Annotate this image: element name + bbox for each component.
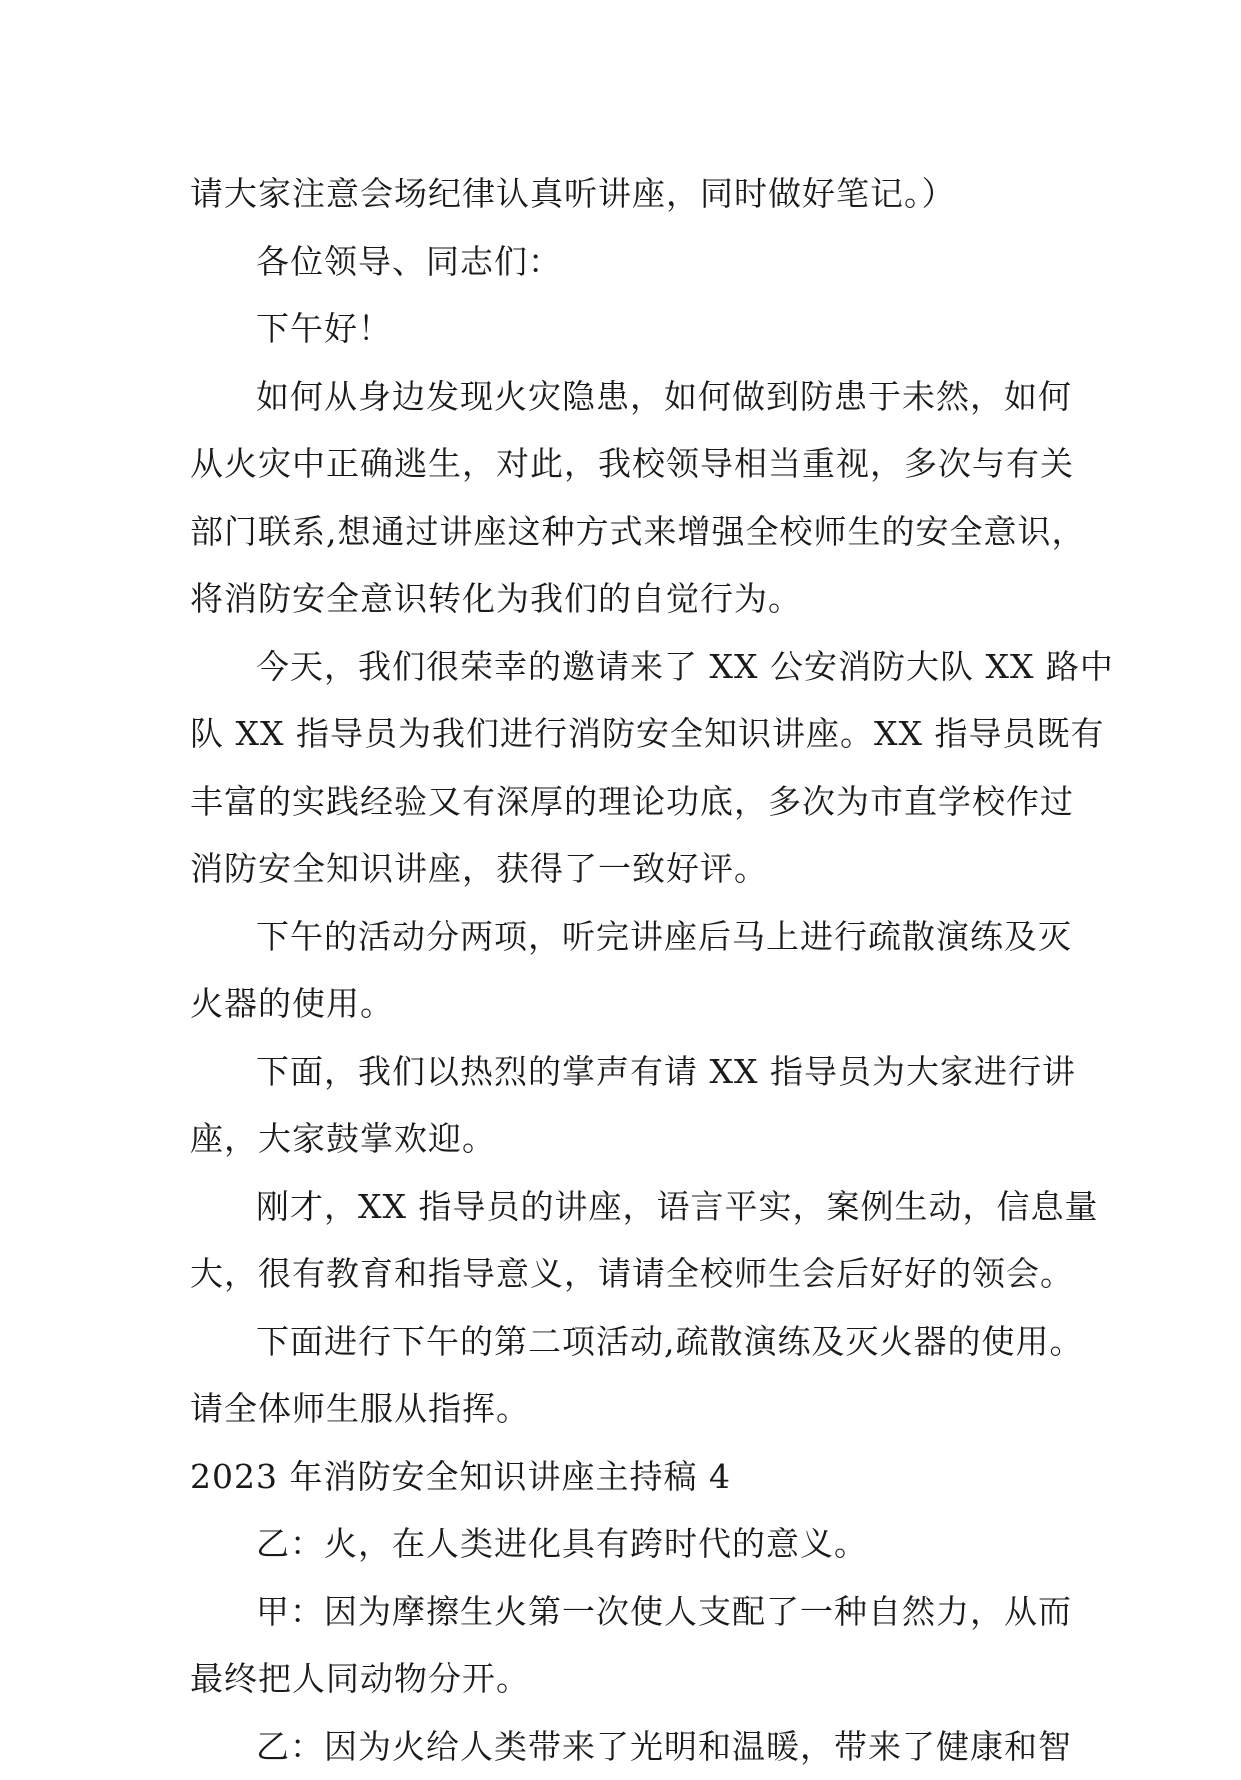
text-line: 下面进行下午的第二项活动,疏散演练及灭火器的使用。 <box>190 1308 1070 1376</box>
text-line: 各位领导、同志们： <box>190 228 1070 296</box>
section-heading: 2023 年消防安全知识讲座主持稿 4 <box>190 1443 1070 1511</box>
text-line: 部门联系,想通过讲座这种方式来增强全校师生的安全意识， <box>190 498 1070 566</box>
text-line: 大，很有教育和指导意义，请请全校师生会后好好的领会。 <box>190 1240 1070 1308</box>
text-line: 下面，我们以热烈的掌声有请 XX 指导员为大家进行讲 <box>190 1038 1070 1106</box>
text-line: 从火灾中正确逃生，对此，我校领导相当重视，多次与有关 <box>190 430 1070 498</box>
text-line: 请大家注意会场纪律认真听讲座，同时做好笔记。） <box>190 160 1070 228</box>
text-line: 请全体师生服从指挥。 <box>190 1375 1070 1443</box>
text-line: 今天，我们很荣幸的邀请来了 XX 公安消防大队 XX 路中 <box>190 633 1070 701</box>
text-line: 下午的活动分两项，听完讲座后马上进行疏散演练及灭 <box>190 903 1070 971</box>
text-line: 消防安全知识讲座，获得了一致好评。 <box>190 835 1070 903</box>
text-line: 如何从身边发现火灾隐患，如何做到防患于未然，如何 <box>190 363 1070 431</box>
document-body <box>190 160 1070 1780</box>
text-line: 座，大家鼓掌欢迎。 <box>190 1105 1070 1173</box>
text-line: 甲：因为摩擦生火第一次使人支配了一种自然力，从而 <box>190 1578 1070 1646</box>
text-line: 刚才，XX 指导员的讲座，语言平实，案例生动，信息量 <box>190 1173 1070 1241</box>
text-line: 火器的使用。 <box>190 970 1070 1038</box>
text-line: 最终把人同动物分开。 <box>190 1645 1070 1713</box>
text-line: 丰富的实践经验又有深厚的理论功底，多次为市直学校作过 <box>190 768 1070 836</box>
text-line: 乙：火，在人类进化具有跨时代的意义。 <box>190 1510 1070 1578</box>
text-line: 将消防安全意识转化为我们的自觉行为。 <box>190 565 1070 633</box>
text-line: 乙：因为火给人类带来了光明和温暖，带来了健康和智 <box>190 1713 1070 1780</box>
text-line: 下午好！ <box>190 295 1070 363</box>
text-line: 队 XX 指导员为我们进行消防安全知识讲座。XX 指导员既有 <box>190 700 1070 768</box>
